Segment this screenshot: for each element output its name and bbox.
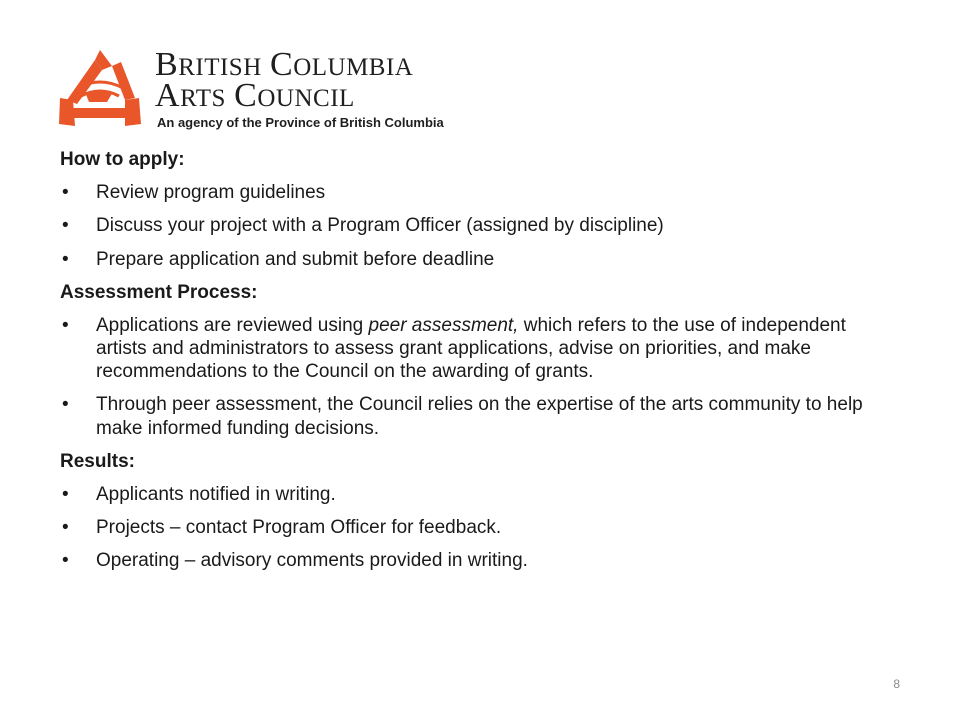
list-item: • Review program guidelines [62,182,326,204]
bullet-icon: • [62,550,69,572]
assessment-list [60,314,900,440]
bullet-icon: • [62,483,69,505]
bc-arts-council-emblem-icon [55,48,145,130]
logo-line-2: ARTS COUNCIL [155,77,355,114]
list-item: • Applicants notified in writing. [62,483,336,505]
list-item: • Through peer assessment, the Council relies on the expertise of the arts community to help make informed funding decisions. [62,394,863,439]
list-item: • Applications are reviewed using peer assessment, which refers to the use of independent artists and administrators to assess grant applications, advise on priorities, and make recommendations to the Council on the awarding of grants. [62,314,846,383]
logo-line-1: BRITISH COLUMBIA [155,46,414,83]
bullet-icon: • [62,314,69,336]
bc-arts-council-logo [55,44,465,134]
list-item: • Discuss your project with a Program Officer (assigned by discipline) [62,215,664,237]
page-number: 8 [893,677,900,691]
logo-tagline: An agency of the Province of British Columbia [157,115,444,130]
results-heading: Results: [60,450,135,472]
how-to-apply-list [60,181,900,271]
peer-assessment-term: peer assessment, [368,314,519,336]
bullet-icon: • [62,215,69,237]
assessment-heading: Assessment Process: [60,281,258,303]
list-item: • Prepare application and submit before deadline [62,248,495,270]
bullet-icon: • [62,517,69,539]
bullet-icon: • [62,182,69,204]
results-list [60,483,900,573]
bullet-icon: • [62,248,69,270]
how-to-apply-heading: How to apply: [60,149,185,170]
slide-body [60,148,900,582]
list-item: • Operating – advisory comments provided in writing. [62,550,528,572]
list-item: • Projects – contact Program Officer for feedback. [62,517,502,539]
bullet-icon: • [62,394,69,416]
